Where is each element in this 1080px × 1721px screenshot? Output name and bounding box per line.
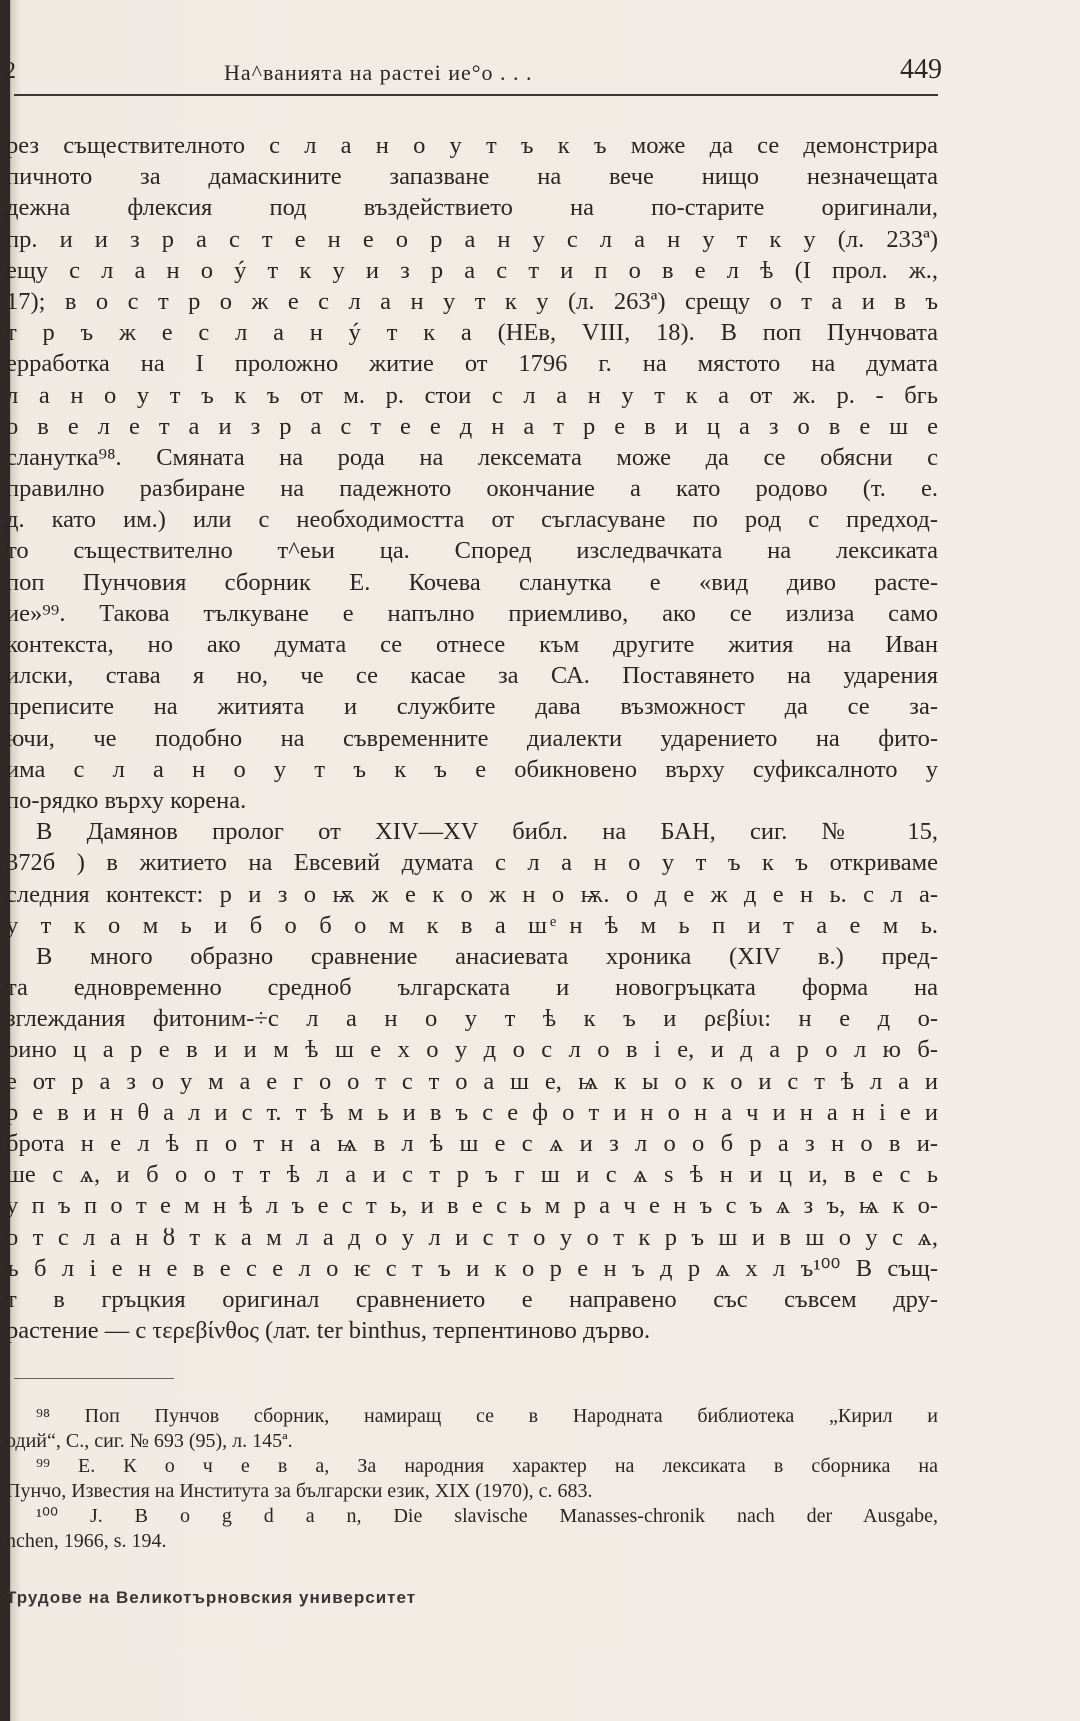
- text-line: дежна флексия под въздействието на по-старите оригинали,: [6, 194, 938, 222]
- text-line: има с л а н о у т ъ к ъ е обикновено върху суфиксалното у: [6, 755, 938, 783]
- text-line: ие»⁹⁹. Такова тълкуване е напълно приемливо, ако се излиза само: [6, 599, 938, 627]
- text-line: пичното за дамаскините запазване на вече нищо незначещата: [6, 163, 938, 191]
- text-line: л а н о у т ъ к ъ от м. р. стои с л а н у т к а от ж. р. - бгь: [6, 381, 938, 409]
- text-line: ерработка на I проложно житие от 1796 г. на мястото на думата: [6, 350, 938, 378]
- footnote-line: ⁹⁸ Поп Пунчов сборник, намиращ се в Народната библиотека „Кирил и: [36, 1405, 938, 1427]
- text-line: ше с ѧ, и б о о т т ѣ л а и с т р ъ г ш и с ѧ ѕ ѣ н и ц и, в е с ь: [6, 1161, 938, 1189]
- text-line: д. като им.) или с необходимостта от съгласуване по род с предход-: [6, 506, 938, 534]
- text-line: брота н е л ѣ п о т н а ѩ в л ѣ ш е с ѧ и з л о о б р а з н о в и-: [6, 1130, 938, 1157]
- header-rule: [14, 94, 938, 96]
- text-line: та едновременно средноб ългарската и новогръцката форма на: [6, 974, 938, 1002]
- footnote-rule: [14, 1378, 174, 1379]
- text-line: 372б ) в житието на Евсевий думата с л а н о у т ъ к ъ откриваме: [6, 849, 938, 877]
- text-line: то съществително т^еьи ца. Според изследвачката на лексиката: [6, 537, 938, 565]
- text-line: ъ б л і е н е в е с е л о ѥ с т ъ и к о р е н ъ д р ѧ х л ъ¹⁰⁰ В същ-: [6, 1254, 938, 1282]
- text-line: у п ъ п о т е м н ѣ л ъ е с т ь, и в е с ь м р а ч е н ъ с ъ ѧ з ъ, ѩ к о-: [6, 1192, 938, 1220]
- text-line: следния контекст: р и з о ѭ ж е к о ж н о ѭ. о д е ж д е н ь. с л а-: [6, 880, 938, 908]
- text-line: е от р а з о у м а е г о о т с т о а ш е, ѩ к ы о к о и с т ѣ л а и: [6, 1067, 938, 1095]
- text-line: зглеждания фитоним-÷с л а н о у т ѣ к ъ и ρεβίυι: н е д о-: [6, 1005, 938, 1033]
- text-line: илски, става я но, че се касае за СА. Поставянето на ударения: [6, 662, 938, 690]
- footer-imprint: Трудове на Великотърновския университет: [6, 1588, 417, 1607]
- text-line: В Дамянов пролог от XIV—XV библ. на БАН, сиг. № 15,: [36, 818, 938, 846]
- text-line: о т с л а н ȣ т к а м л а д о у л и с т о у о т к р ъ ш и в ш о у с ѧ,: [6, 1223, 938, 1251]
- text-line: рез съществителното с л а н о у т ъ к ъ може да се демонстрира: [6, 132, 938, 159]
- text-line: преписите на житията и службите дава възможност да се за-: [6, 693, 938, 721]
- page-number: 449: [900, 54, 942, 85]
- text-line: ючи, че подобно на съвременните диалекти ударението на фито-: [6, 724, 938, 752]
- text-line: оино ц а р е в и и м ѣ ш е х о у д о с л о в і е, и д а р о л ю б-: [6, 1036, 938, 1064]
- footnote-line: nchen, 1966, s. 194.: [6, 1530, 167, 1552]
- text-line: В много образно сравнение анасиевата хроника (XIV в.) пред-: [36, 942, 938, 970]
- text-line: контекста, но ако думата се отнесе към другите жития на Иван: [6, 631, 938, 658]
- text-line: р е в и н θ а л и с т. т ѣ м ь и в ъ с е ф о т и н о н а ч и н а н і е и: [6, 1098, 938, 1126]
- text-line: ещу с л а н о ý т к у и з р а с т и п о в е л ѣ (I прол. ж.,: [6, 256, 938, 284]
- text-line: слaнутка⁹⁸. Смяната на рода на лексемата може да се обясни с: [6, 443, 938, 471]
- text-line: о в е л е т а и з р а с т е е д н а т р е в и ц а з о в е ш е: [6, 412, 938, 440]
- running-title: На^ванията на растеі ие°о . . .: [224, 60, 533, 85]
- text-line: т в гръцкия оригинал сравнението е направено със съвсем дру-: [6, 1285, 938, 1313]
- footnote-line: ⁹⁹ Е. К о ч е в а, За народния характер на лексиката в сборника на: [36, 1455, 938, 1477]
- page-header: [4, 52, 942, 98]
- footnote-line: ¹⁰⁰ J. B o g d a n, Die slavische Manasses-chronik nach der Ausgabe,: [36, 1505, 938, 1527]
- header-left-fragment: 2: [4, 58, 16, 84]
- text-line: 17); в о с т р о ж е с л а н у т к у (л. 263ª) срещу о т а и в ъ: [6, 287, 938, 315]
- text-line: правилно разбиране на падежното окончание а като родово (т. е.: [6, 475, 938, 503]
- text-line: пр. и и з р а с т е н е о р а н у с л а н у т к у (л. 233ª): [6, 225, 938, 253]
- text-line: растение — с τερεβίνθος (лат. ter binthus, терпентиново дърво.: [6, 1317, 651, 1345]
- footnotes: [6, 1404, 938, 1554]
- footnote-line: одий“, С., сиг. № 693 (95), л. 145ª.: [6, 1430, 293, 1452]
- body-text: [6, 130, 938, 1346]
- text-line: т р ъ ж е с л а н ý т к а (НЕв, VIII, 18). В поп Пунчовата: [6, 319, 938, 347]
- footnote-line: Пунчо, Известия на Института за български език, XIX (1970), с. 683.: [6, 1480, 593, 1502]
- text-line: поп Пунчовия сборник Е. Кочева слaнутка е «вид диво расте-: [6, 568, 938, 596]
- text-line: у т к о м ь и б о б о м к в а ш ͤн ѣ м ь п и т а е м ь.: [6, 911, 938, 939]
- text-line: по-рядко върху корена.: [6, 786, 247, 814]
